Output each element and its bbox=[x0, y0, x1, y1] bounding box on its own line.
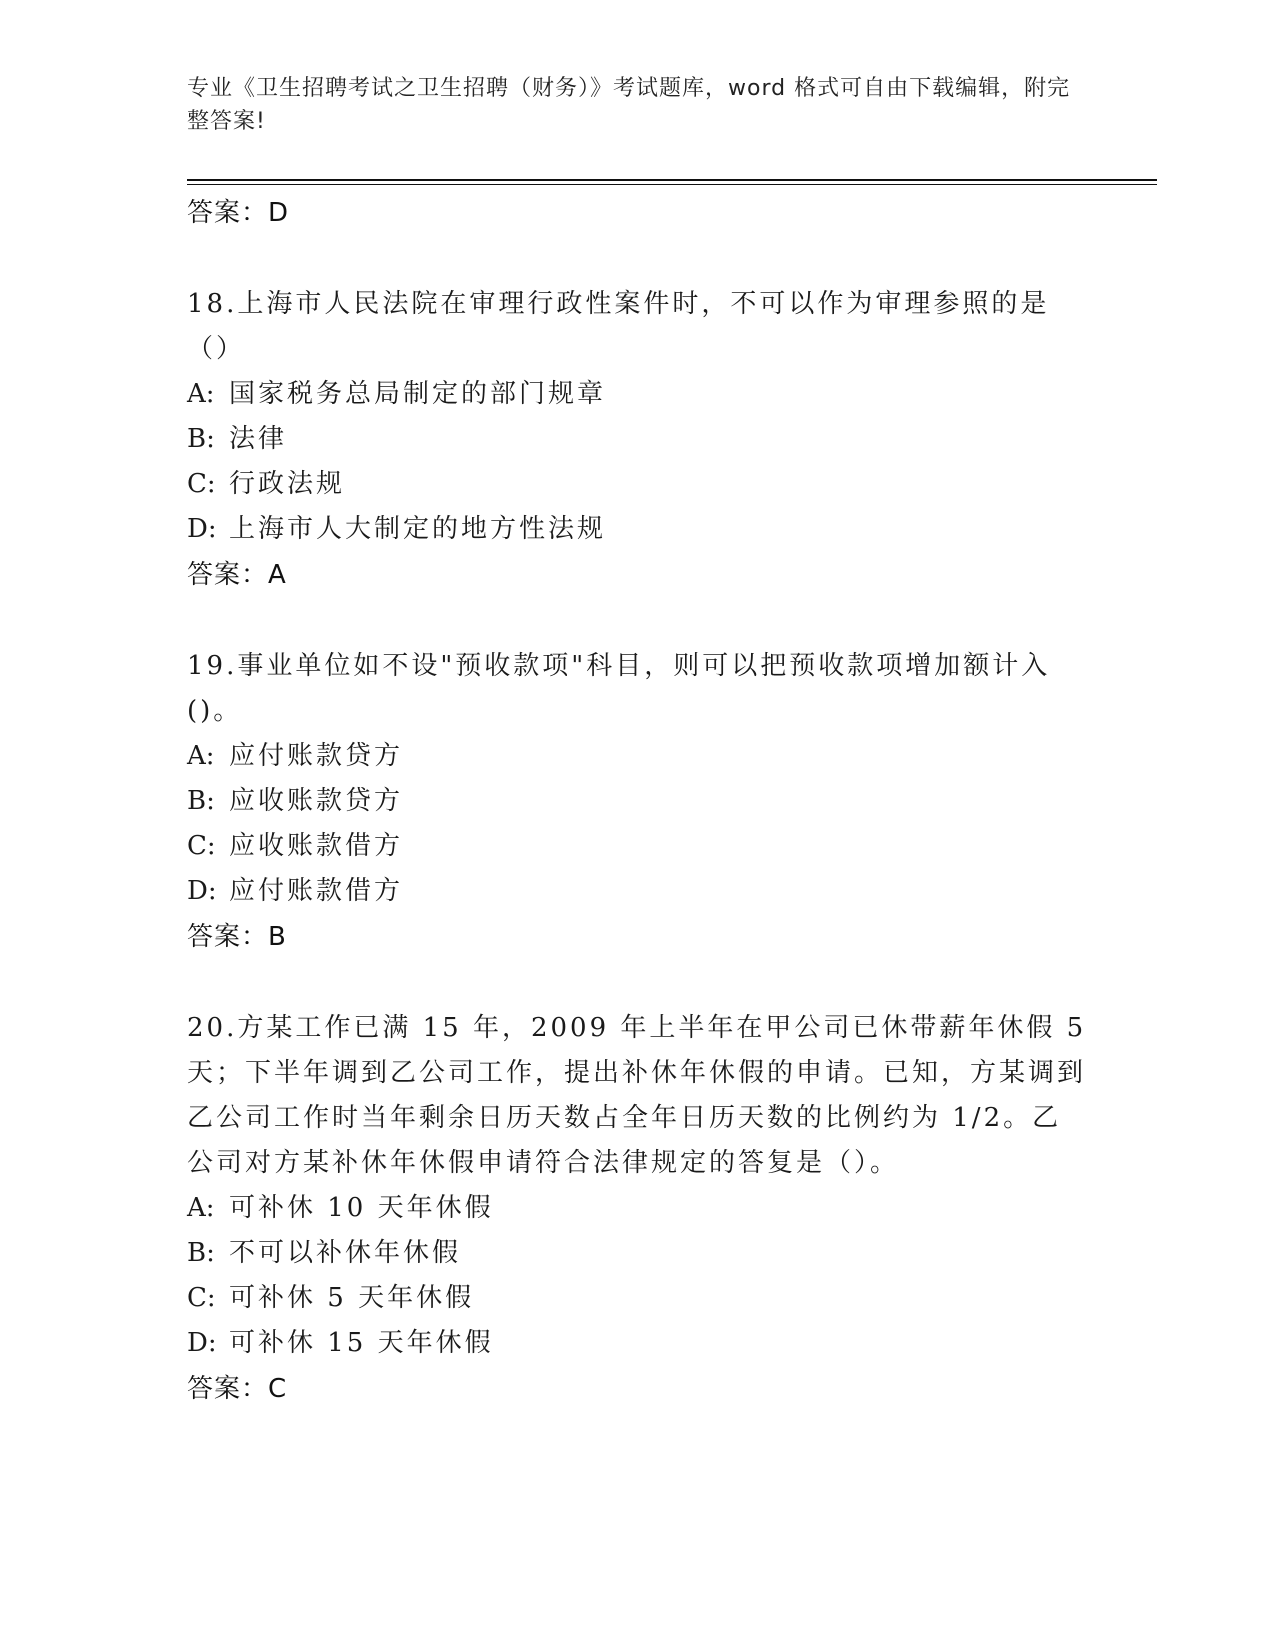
option-c bbox=[187, 1276, 1087, 1321]
answer-line: 答案：C bbox=[187, 1374, 288, 1404]
header-rule-thick bbox=[187, 179, 1157, 181]
option-letter: C: bbox=[187, 469, 216, 499]
option-letter: B: bbox=[187, 786, 215, 816]
option-c bbox=[187, 462, 1087, 507]
question-20 bbox=[187, 1006, 1087, 1412]
answer-line: 答案：B bbox=[187, 922, 287, 952]
question-18 bbox=[187, 282, 1087, 598]
question-text: 20.方某工作已满 15 年，2009 年上半年在甲公司已休带薪年休假 5 天；下半年调到乙公司工作，提出补休年休假的申请。已知，方某调到乙公司工作时当年剩余日历天数占全年日历天数的比例约为 1/2。乙公司对方某补休年休假申请符合法律规定的答复是（）。 bbox=[187, 1013, 1087, 1178]
option-d bbox=[187, 507, 1087, 552]
option-letter: A: bbox=[187, 741, 215, 771]
question-text: 18.上海市人民法院在审理行政性案件时，不可以作为审理参照的是（） bbox=[187, 289, 1050, 364]
option-a bbox=[187, 1186, 1087, 1231]
option-letter: D: bbox=[187, 514, 217, 544]
option-text: 行政法规 bbox=[229, 469, 346, 499]
option-letter: B: bbox=[187, 424, 215, 454]
question-19 bbox=[187, 644, 1087, 960]
option-b bbox=[187, 779, 1087, 824]
document-header: 专业《卫生招聘考试之卫生招聘（财务）》考试题库，word 格式可自由下载编辑，附完整答案! bbox=[187, 76, 1071, 134]
option-text: 应付账款贷方 bbox=[229, 741, 404, 771]
option-a bbox=[187, 734, 1087, 779]
option-d bbox=[187, 869, 1087, 914]
header-rule-thin bbox=[187, 184, 1157, 185]
question-text: 19.事业单位如不设"预收款项"科目，则可以把预收款项增加额计入()。 bbox=[187, 651, 1051, 726]
option-text: 应收账款借方 bbox=[229, 831, 404, 861]
option-d bbox=[187, 1321, 1087, 1366]
option-text: 应付账款借方 bbox=[229, 876, 404, 906]
option-c bbox=[187, 824, 1087, 869]
option-text: 可补休 5 天年休假 bbox=[229, 1283, 475, 1313]
option-b bbox=[187, 417, 1087, 462]
option-text: 国家税务总局制定的部门规章 bbox=[229, 379, 607, 409]
option-text: 可补休 10 天年休假 bbox=[229, 1193, 494, 1223]
option-letter: D: bbox=[187, 1328, 217, 1358]
option-text: 法律 bbox=[229, 424, 288, 454]
answer-line: 答案：D bbox=[187, 198, 290, 228]
option-letter: C: bbox=[187, 831, 216, 861]
option-text: 可补休 15 天年休假 bbox=[229, 1328, 494, 1358]
option-a bbox=[187, 372, 1087, 417]
option-text: 应收账款贷方 bbox=[229, 786, 404, 816]
option-text: 不可以补休年休假 bbox=[229, 1238, 462, 1268]
option-text: 上海市人大制定的地方性法规 bbox=[229, 514, 607, 544]
option-letter: C: bbox=[187, 1283, 216, 1313]
option-letter: A: bbox=[187, 379, 215, 409]
option-letter: B: bbox=[187, 1238, 215, 1268]
question-list bbox=[187, 190, 1087, 1412]
option-letter: A: bbox=[187, 1193, 215, 1223]
option-b bbox=[187, 1231, 1087, 1276]
option-letter: D: bbox=[187, 876, 217, 906]
answer-line: 答案：A bbox=[187, 560, 287, 590]
